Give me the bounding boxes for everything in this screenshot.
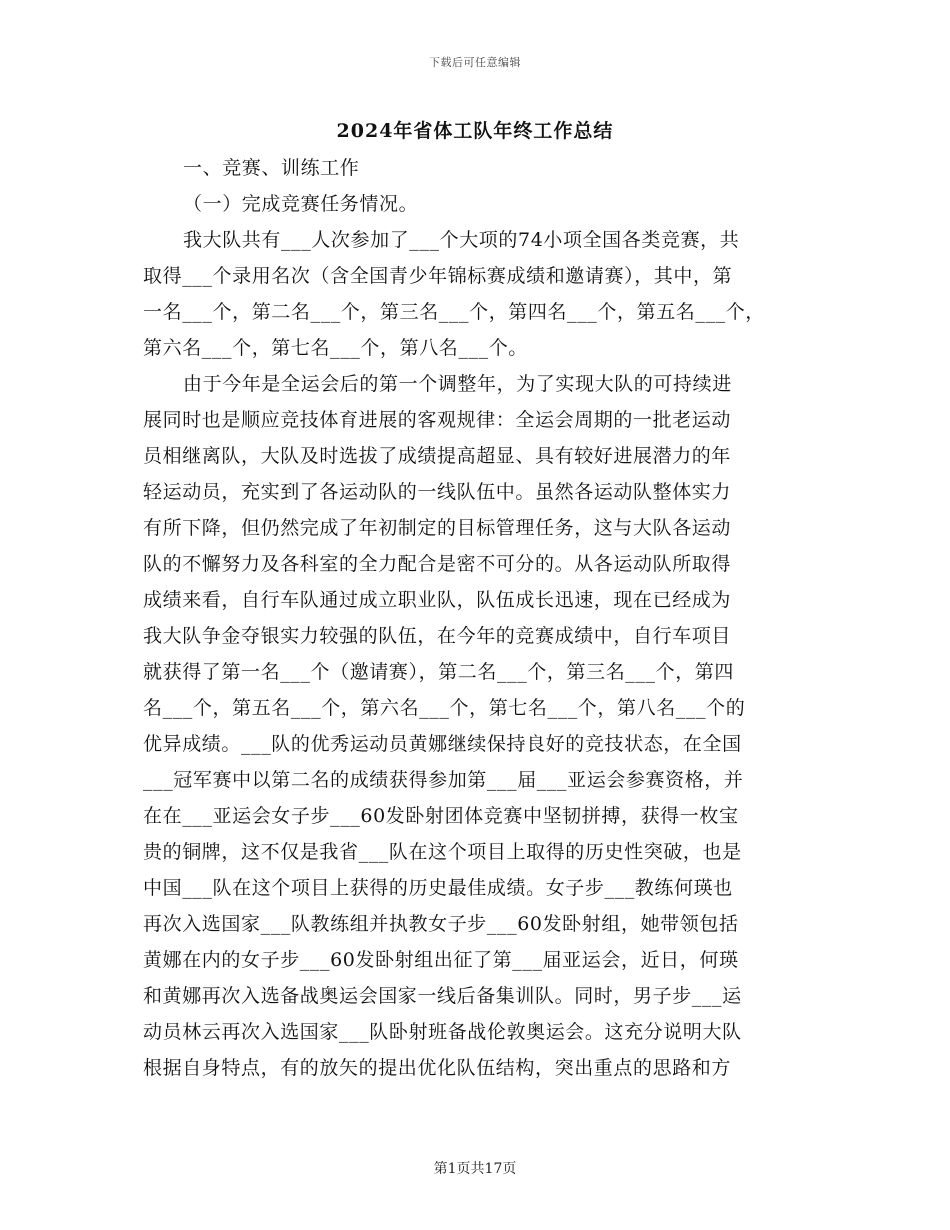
paragraph-line: 轻运动员，充实到了各运动队的一线队伍中。虽然各运动队整体实力	[143, 481, 732, 503]
paragraph-line: 动员林云再次入选国家___队卧射班备战伦敦奥运会。这充分说明大队	[143, 1021, 742, 1043]
paragraph-line: 一名___个，第二名___个，第三名___个，第四名___个，第五名___个，	[143, 301, 765, 323]
paragraph-line: 展同时也是顺应竞技体育进展的客观规律：全运会周期的一批老运动	[143, 409, 732, 431]
paragraph-line: 根据自身特点，有的放矢的提出优化队伍结构，突出重点的思路和方	[143, 1057, 732, 1079]
paragraph-line: 第六名___个，第七名___个，第八名___个。	[143, 337, 528, 359]
document-title: 2024年省体工队年终工作总结	[336, 120, 614, 142]
paragraph-line: 有所下降，但仍然完成了年初制定的目标管理任务，这与大队各运动	[143, 517, 732, 539]
paragraph-line: 优异成绩。___队的优秀运动员黄娜继续保持良好的竞技状态，在全国	[143, 733, 742, 755]
paragraph-line: 和黄娜再次入选备战奥运会国家一线后备集训队。同时，男子步___运	[143, 985, 742, 1007]
page-number: 第1页共17页	[433, 1161, 517, 1177]
paragraph-line: 我大队共有___人次参加了___个大项的74小项全国各类竞赛，共	[183, 229, 740, 251]
page-header-note: 下载后可任意编辑	[429, 56, 521, 69]
paragraph-line: 成绩来看，自行车队通过成立职业队，队伍成长迅速，现在已经成为	[143, 589, 732, 611]
paragraph-line: 队的不懈努力及各科室的全力配合是密不可分的。从各运动队所取得	[143, 553, 732, 575]
paragraph-line: 我大队争金夺银实力较强的队伍，在今年的竞赛成绩中，自行车项目	[143, 625, 732, 647]
paragraph-line: ___冠军赛中以第二名的成绩获得参加第___届___亚运会参赛资格，并	[143, 769, 744, 791]
paragraph-line: 贵的铜牌，这不仅是我省___队在这个项目上取得的历史性突破，也是	[143, 841, 742, 863]
paragraph-line: 中国___队在这个项目上获得的历史最佳成绩。女子步___教练何瑛也	[143, 877, 733, 899]
paragraph-line: 由于今年是全运会后的第一个调整年，为了实现大队的可持续进	[183, 373, 732, 395]
subsection-heading: （一）完成竞赛任务情况。	[183, 193, 419, 215]
document-body	[143, 150, 813, 1086]
paragraph-line: 就获得了第一名___个（邀请赛），第二名___个，第三名___个，第四	[143, 661, 735, 683]
paragraph-line: 名___个，第五名___个，第六名___个，第七名___个，第八名___个的	[143, 697, 746, 719]
paragraph-line: 再次入选国家___队教练组并执教女子步___60发卧射组，她带领包括	[143, 913, 739, 935]
section-heading: 一、竞赛、训练工作	[183, 157, 360, 179]
paragraph-line: 在在___亚运会女子步___60发卧射团体竞赛中坚韧拼搏，获得一枚宝	[143, 805, 739, 827]
paragraph-line: 黄娜在内的女子步___60发卧射组出征了第___届亚运会，近日，何瑛	[143, 949, 739, 971]
paragraph-line: 取得___个录用名次（含全国青少年锦标赛成绩和邀请赛），其中，第	[143, 265, 733, 287]
paragraph-line: 员相继离队，大队及时选拔了成绩提高超显、具有较好进展潜力的年	[143, 445, 732, 467]
